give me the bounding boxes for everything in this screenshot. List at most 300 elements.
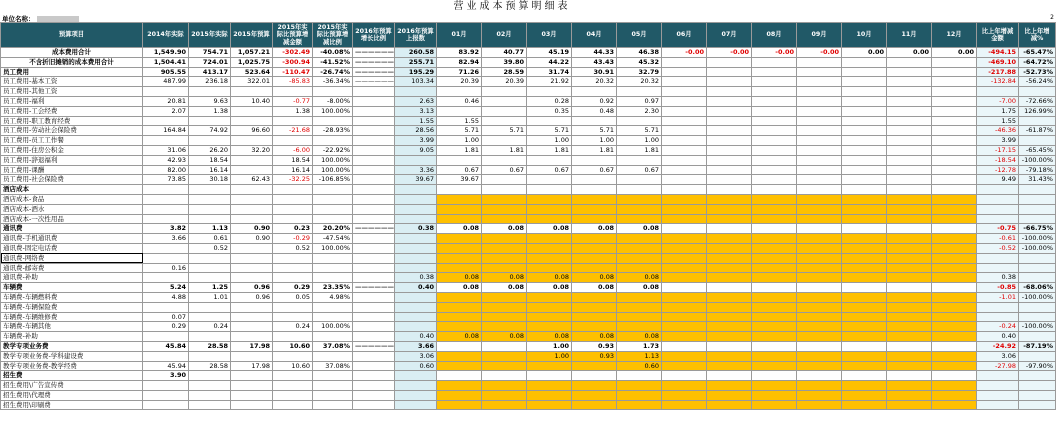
value-cell[interactable]: 28.56: [395, 126, 437, 136]
value-cell[interactable]: [662, 96, 707, 106]
value-cell[interactable]: -64.72%: [1019, 57, 1056, 67]
value-cell[interactable]: 0.29: [273, 283, 313, 293]
value-cell[interactable]: 45.94: [143, 361, 189, 371]
value-cell[interactable]: [662, 234, 707, 244]
value-cell[interactable]: [887, 185, 932, 195]
value-cell[interactable]: [707, 194, 752, 204]
value-cell[interactable]: [707, 283, 752, 293]
column-header[interactable]: 比上年增减%: [1019, 23, 1056, 48]
value-cell[interactable]: 0.08: [437, 332, 482, 342]
value-cell[interactable]: [752, 77, 797, 87]
value-cell[interactable]: 45.32: [617, 57, 662, 67]
value-cell[interactable]: [353, 312, 395, 322]
column-header[interactable]: 10月: [842, 23, 887, 48]
value-cell[interactable]: 2.07: [143, 106, 189, 116]
value-cell[interactable]: [662, 185, 707, 195]
value-cell[interactable]: 39.80: [482, 57, 527, 67]
value-cell[interactable]: [482, 106, 527, 116]
value-cell[interactable]: 0.08: [527, 332, 572, 342]
value-cell[interactable]: 0.08: [527, 273, 572, 283]
value-cell[interactable]: [527, 322, 572, 332]
value-cell[interactable]: [752, 312, 797, 322]
value-cell[interactable]: [842, 273, 887, 283]
value-cell[interactable]: 43.43: [572, 57, 617, 67]
value-cell[interactable]: 0.60: [395, 361, 437, 371]
value-cell[interactable]: [662, 263, 707, 273]
value-cell[interactable]: [752, 136, 797, 146]
value-cell[interactable]: [932, 263, 977, 273]
value-cell[interactable]: [527, 175, 572, 185]
value-cell[interactable]: [617, 253, 662, 263]
row-label-cell[interactable]: 通讯费-邮寄费: [1, 263, 143, 273]
value-cell[interactable]: 0.08: [482, 283, 527, 293]
value-cell[interactable]: [752, 165, 797, 175]
value-cell[interactable]: [887, 312, 932, 322]
value-cell[interactable]: [231, 302, 273, 312]
value-cell[interactable]: [842, 341, 887, 351]
value-cell[interactable]: [313, 263, 353, 273]
value-cell[interactable]: [977, 87, 1019, 97]
value-cell[interactable]: [932, 106, 977, 116]
value-cell[interactable]: [482, 361, 527, 371]
value-cell[interactable]: [353, 273, 395, 283]
row-label-cell[interactable]: 通讯费: [1, 224, 143, 234]
value-cell[interactable]: [842, 351, 887, 361]
value-cell[interactable]: 1.00: [527, 341, 572, 351]
value-cell[interactable]: [231, 332, 273, 342]
value-cell[interactable]: -66.75%: [1019, 224, 1056, 234]
value-cell[interactable]: [527, 253, 572, 263]
value-cell[interactable]: [353, 194, 395, 204]
value-cell[interactable]: [797, 243, 842, 253]
value-cell[interactable]: [143, 332, 189, 342]
value-cell[interactable]: [231, 381, 273, 391]
value-cell[interactable]: [977, 194, 1019, 204]
row-label-cell[interactable]: 不含折旧摊销的成本费用合计: [1, 57, 143, 67]
value-cell[interactable]: 0.60: [617, 361, 662, 371]
value-cell[interactable]: -87.19%: [1019, 341, 1056, 351]
value-cell[interactable]: [527, 87, 572, 97]
value-cell[interactable]: [189, 390, 231, 400]
value-cell[interactable]: [353, 253, 395, 263]
value-cell[interactable]: [797, 361, 842, 371]
row-label-cell[interactable]: 员工费用: [1, 67, 143, 77]
value-cell[interactable]: [752, 302, 797, 312]
value-cell[interactable]: [887, 341, 932, 351]
value-cell[interactable]: [752, 322, 797, 332]
value-cell[interactable]: [617, 243, 662, 253]
value-cell[interactable]: 20.39: [437, 77, 482, 87]
value-cell[interactable]: 255.71: [395, 57, 437, 67]
value-cell[interactable]: 1.13: [189, 224, 231, 234]
value-cell[interactable]: [707, 57, 752, 67]
value-cell[interactable]: 0.67: [527, 165, 572, 175]
value-cell[interactable]: 4.98%: [313, 292, 353, 302]
row-label-cell[interactable]: 车辆费-车辆维修费: [1, 312, 143, 322]
value-cell[interactable]: [887, 381, 932, 391]
value-cell[interactable]: [797, 145, 842, 155]
value-cell[interactable]: [977, 371, 1019, 381]
value-cell[interactable]: [572, 243, 617, 253]
value-cell[interactable]: 0.08: [482, 224, 527, 234]
value-cell[interactable]: 0.24: [189, 322, 231, 332]
value-cell[interactable]: [437, 253, 482, 263]
value-cell[interactable]: 0.23: [273, 224, 313, 234]
value-cell[interactable]: 195.29: [395, 67, 437, 77]
value-cell[interactable]: [1019, 381, 1056, 391]
value-cell[interactable]: [437, 243, 482, 253]
value-cell[interactable]: [395, 381, 437, 391]
value-cell[interactable]: [707, 332, 752, 342]
value-cell[interactable]: 0.67: [572, 165, 617, 175]
value-cell[interactable]: 20.39: [482, 77, 527, 87]
value-cell[interactable]: [797, 263, 842, 273]
value-cell[interactable]: [842, 136, 887, 146]
value-cell[interactable]: [752, 332, 797, 342]
value-cell[interactable]: [437, 390, 482, 400]
value-cell[interactable]: [437, 185, 482, 195]
column-header[interactable]: 04月: [572, 23, 617, 48]
value-cell[interactable]: [842, 234, 887, 244]
value-cell[interactable]: [572, 263, 617, 273]
value-cell[interactable]: [662, 361, 707, 371]
value-cell[interactable]: 45.19: [527, 48, 572, 58]
value-cell[interactable]: 0.90: [231, 234, 273, 244]
value-cell[interactable]: [313, 116, 353, 126]
value-cell[interactable]: [189, 381, 231, 391]
value-cell[interactable]: [932, 77, 977, 87]
row-label-cell[interactable]: 员工费用-住房公积金: [1, 145, 143, 155]
value-cell[interactable]: [842, 253, 887, 263]
value-cell[interactable]: -24.92: [977, 341, 1019, 351]
value-cell[interactable]: [752, 381, 797, 391]
value-cell[interactable]: [482, 351, 527, 361]
value-cell[interactable]: [752, 175, 797, 185]
value-cell[interactable]: [707, 165, 752, 175]
value-cell[interactable]: [437, 194, 482, 204]
value-cell[interactable]: 73.85: [143, 175, 189, 185]
value-cell[interactable]: [707, 214, 752, 224]
value-cell[interactable]: [437, 87, 482, 97]
value-cell[interactable]: 0.67: [437, 165, 482, 175]
value-cell[interactable]: 0.08: [572, 224, 617, 234]
value-cell[interactable]: [752, 253, 797, 263]
value-cell[interactable]: [1019, 214, 1056, 224]
value-cell[interactable]: [313, 351, 353, 361]
row-label-cell[interactable]: 招生费用\代理费: [1, 390, 143, 400]
value-cell[interactable]: [482, 175, 527, 185]
value-cell[interactable]: [353, 302, 395, 312]
value-cell[interactable]: [231, 194, 273, 204]
value-cell[interactable]: -8.00%: [313, 96, 353, 106]
value-cell[interactable]: 3.66: [143, 234, 189, 244]
value-cell[interactable]: 26.20: [189, 145, 231, 155]
value-cell[interactable]: [395, 390, 437, 400]
value-cell[interactable]: -21.68: [273, 126, 313, 136]
value-cell[interactable]: [932, 194, 977, 204]
value-cell[interactable]: -46.36: [977, 126, 1019, 136]
value-cell[interactable]: 1.81: [527, 145, 572, 155]
value-cell[interactable]: [662, 273, 707, 283]
value-cell[interactable]: 1.00: [437, 136, 482, 146]
value-cell[interactable]: 1.38: [273, 106, 313, 116]
column-header[interactable]: 2015年实际: [189, 23, 231, 48]
value-cell[interactable]: [842, 185, 887, 195]
value-cell[interactable]: [752, 361, 797, 371]
value-cell[interactable]: [231, 243, 273, 253]
value-cell[interactable]: 3.99: [977, 136, 1019, 146]
value-cell[interactable]: [353, 390, 395, 400]
value-cell[interactable]: 3.90: [143, 371, 189, 381]
value-cell[interactable]: -17.15: [977, 145, 1019, 155]
value-cell[interactable]: -110.47: [273, 67, 313, 77]
value-cell[interactable]: [932, 116, 977, 126]
value-cell[interactable]: [189, 194, 231, 204]
value-cell[interactable]: [482, 234, 527, 244]
value-cell[interactable]: [572, 312, 617, 322]
value-cell[interactable]: 0.00: [887, 48, 932, 58]
value-cell[interactable]: [752, 400, 797, 410]
value-cell[interactable]: [662, 126, 707, 136]
value-cell[interactable]: 10.60: [273, 361, 313, 371]
value-cell[interactable]: [1019, 273, 1056, 283]
value-cell[interactable]: [437, 302, 482, 312]
value-cell[interactable]: [482, 87, 527, 97]
value-cell[interactable]: [395, 185, 437, 195]
value-cell[interactable]: [932, 145, 977, 155]
value-cell[interactable]: 16.14: [189, 165, 231, 175]
value-cell[interactable]: [842, 106, 887, 116]
value-cell[interactable]: 0.00: [932, 48, 977, 58]
value-cell[interactable]: 17.98: [231, 361, 273, 371]
value-cell[interactable]: 5.24: [143, 283, 189, 293]
value-cell[interactable]: [707, 312, 752, 322]
value-cell[interactable]: 1.81: [572, 145, 617, 155]
column-header[interactable]: 01月: [437, 23, 482, 48]
value-cell[interactable]: [887, 371, 932, 381]
value-cell[interactable]: 71.26: [437, 67, 482, 77]
value-cell[interactable]: [887, 77, 932, 87]
value-cell[interactable]: -72.66%: [1019, 96, 1056, 106]
value-cell[interactable]: [482, 155, 527, 165]
value-cell[interactable]: 3.06: [977, 351, 1019, 361]
value-cell[interactable]: [1019, 400, 1056, 410]
value-cell[interactable]: [189, 332, 231, 342]
value-cell[interactable]: 10.60: [273, 341, 313, 351]
value-cell[interactable]: [572, 302, 617, 312]
value-cell[interactable]: [932, 234, 977, 244]
value-cell[interactable]: [189, 263, 231, 273]
value-cell[interactable]: [842, 243, 887, 253]
value-cell[interactable]: [527, 243, 572, 253]
value-cell[interactable]: 28.58: [189, 361, 231, 371]
value-cell[interactable]: [752, 243, 797, 253]
value-cell[interactable]: [273, 194, 313, 204]
value-cell[interactable]: 20.81: [143, 96, 189, 106]
value-cell[interactable]: [353, 96, 395, 106]
value-cell[interactable]: -132.84: [977, 77, 1019, 87]
value-cell[interactable]: -0.77: [273, 96, 313, 106]
value-cell[interactable]: 0.92: [572, 96, 617, 106]
value-cell[interactable]: ——————: [353, 67, 395, 77]
value-cell[interactable]: [1019, 194, 1056, 204]
value-cell[interactable]: 32.20: [231, 145, 273, 155]
value-cell[interactable]: [1019, 390, 1056, 400]
value-cell[interactable]: 2.63: [395, 96, 437, 106]
value-cell[interactable]: [143, 400, 189, 410]
value-cell[interactable]: [707, 361, 752, 371]
value-cell[interactable]: [482, 302, 527, 312]
value-cell[interactable]: [707, 322, 752, 332]
value-cell[interactable]: [1019, 302, 1056, 312]
value-cell[interactable]: 0.38: [395, 224, 437, 234]
value-cell[interactable]: [887, 361, 932, 371]
row-label-cell[interactable]: 通讯费-手机通讯费: [1, 234, 143, 244]
value-cell[interactable]: [707, 253, 752, 263]
value-cell[interactable]: [437, 341, 482, 351]
value-cell[interactable]: [273, 381, 313, 391]
value-cell[interactable]: 1.81: [482, 145, 527, 155]
value-cell[interactable]: [482, 263, 527, 273]
value-cell[interactable]: [662, 194, 707, 204]
value-cell[interactable]: [887, 390, 932, 400]
value-cell[interactable]: [231, 351, 273, 361]
value-cell[interactable]: -302.49: [273, 48, 313, 58]
value-cell[interactable]: [932, 341, 977, 351]
value-cell[interactable]: 1.75: [977, 106, 1019, 116]
value-cell[interactable]: [353, 175, 395, 185]
value-cell[interactable]: [273, 185, 313, 195]
value-cell[interactable]: [707, 77, 752, 87]
value-cell[interactable]: -79.18%: [1019, 165, 1056, 175]
value-cell[interactable]: [482, 371, 527, 381]
value-cell[interactable]: [932, 312, 977, 322]
value-cell[interactable]: [353, 106, 395, 116]
value-cell[interactable]: [977, 302, 1019, 312]
value-cell[interactable]: 0.67: [482, 165, 527, 175]
value-cell[interactable]: [887, 106, 932, 116]
row-label-cell[interactable]: 招生费: [1, 371, 143, 381]
value-cell[interactable]: 103.34: [395, 77, 437, 87]
value-cell[interactable]: 10.40: [231, 96, 273, 106]
value-cell[interactable]: [707, 390, 752, 400]
value-cell[interactable]: [662, 351, 707, 361]
value-cell[interactable]: 18.54: [189, 155, 231, 165]
value-cell[interactable]: [932, 283, 977, 293]
value-cell[interactable]: -47.54%: [313, 234, 353, 244]
value-cell[interactable]: [313, 185, 353, 195]
value-cell[interactable]: [842, 155, 887, 165]
value-cell[interactable]: 0.40: [395, 283, 437, 293]
value-cell[interactable]: [395, 243, 437, 253]
value-cell[interactable]: -97.90%: [1019, 361, 1056, 371]
value-cell[interactable]: [617, 390, 662, 400]
value-cell[interactable]: [797, 96, 842, 106]
value-cell[interactable]: 5.71: [437, 126, 482, 136]
value-cell[interactable]: [797, 136, 842, 146]
value-cell[interactable]: [353, 136, 395, 146]
value-cell[interactable]: 487.99: [143, 77, 189, 87]
value-cell[interactable]: [572, 253, 617, 263]
value-cell[interactable]: 0.38: [977, 273, 1019, 283]
value-cell[interactable]: [887, 322, 932, 332]
value-cell[interactable]: [231, 371, 273, 381]
value-cell[interactable]: [797, 126, 842, 136]
column-header[interactable]: 05月: [617, 23, 662, 48]
value-cell[interactable]: [482, 243, 527, 253]
value-cell[interactable]: [932, 204, 977, 214]
value-cell[interactable]: 0.96: [231, 292, 273, 302]
value-cell[interactable]: [752, 283, 797, 293]
value-cell[interactable]: [887, 57, 932, 67]
value-cell[interactable]: 0.07: [143, 312, 189, 322]
value-cell[interactable]: 0.08: [572, 332, 617, 342]
value-cell[interactable]: [977, 204, 1019, 214]
value-cell[interactable]: [437, 322, 482, 332]
value-cell[interactable]: [707, 185, 752, 195]
value-cell[interactable]: [752, 87, 797, 97]
value-cell[interactable]: -0.85: [977, 283, 1019, 293]
value-cell[interactable]: 0.61: [189, 234, 231, 244]
value-cell[interactable]: [752, 116, 797, 126]
value-cell[interactable]: [752, 126, 797, 136]
value-cell[interactable]: [752, 145, 797, 155]
column-header[interactable]: 2016年预算上报数: [395, 23, 437, 48]
value-cell[interactable]: [887, 263, 932, 273]
value-cell[interactable]: [887, 155, 932, 165]
value-cell[interactable]: [707, 381, 752, 391]
value-cell[interactable]: [437, 214, 482, 224]
value-cell[interactable]: [572, 194, 617, 204]
value-cell[interactable]: 905.55: [143, 67, 189, 77]
value-cell[interactable]: 260.58: [395, 48, 437, 58]
value-cell[interactable]: [353, 145, 395, 155]
value-cell[interactable]: [482, 185, 527, 195]
value-cell[interactable]: 0.08: [437, 283, 482, 293]
value-cell[interactable]: [842, 263, 887, 273]
value-cell[interactable]: -0.00: [707, 48, 752, 58]
value-cell[interactable]: [617, 322, 662, 332]
value-cell[interactable]: [887, 126, 932, 136]
column-header[interactable]: 07月: [707, 23, 752, 48]
value-cell[interactable]: [527, 214, 572, 224]
value-cell[interactable]: [437, 106, 482, 116]
value-cell[interactable]: [707, 243, 752, 253]
value-cell[interactable]: [842, 194, 887, 204]
column-header[interactable]: 2015年预算: [231, 23, 273, 48]
value-cell[interactable]: [143, 390, 189, 400]
value-cell[interactable]: 0.08: [572, 283, 617, 293]
value-cell[interactable]: [752, 214, 797, 224]
value-cell[interactable]: 1,549.90: [143, 48, 189, 58]
value-cell[interactable]: -68.06%: [1019, 283, 1056, 293]
value-cell[interactable]: [313, 273, 353, 283]
value-cell[interactable]: [752, 204, 797, 214]
value-cell[interactable]: 0.93: [572, 341, 617, 351]
value-cell[interactable]: [437, 400, 482, 410]
value-cell[interactable]: -100.00%: [1019, 234, 1056, 244]
value-cell[interactable]: [752, 194, 797, 204]
value-cell[interactable]: [1019, 253, 1056, 263]
value-cell[interactable]: [617, 400, 662, 410]
value-cell[interactable]: 100.00%: [313, 165, 353, 175]
value-cell[interactable]: [932, 243, 977, 253]
value-cell[interactable]: 1.01: [189, 292, 231, 302]
column-header[interactable]: 08月: [752, 23, 797, 48]
value-cell[interactable]: [707, 67, 752, 77]
value-cell[interactable]: [437, 381, 482, 391]
value-cell[interactable]: 74.92: [189, 126, 231, 136]
